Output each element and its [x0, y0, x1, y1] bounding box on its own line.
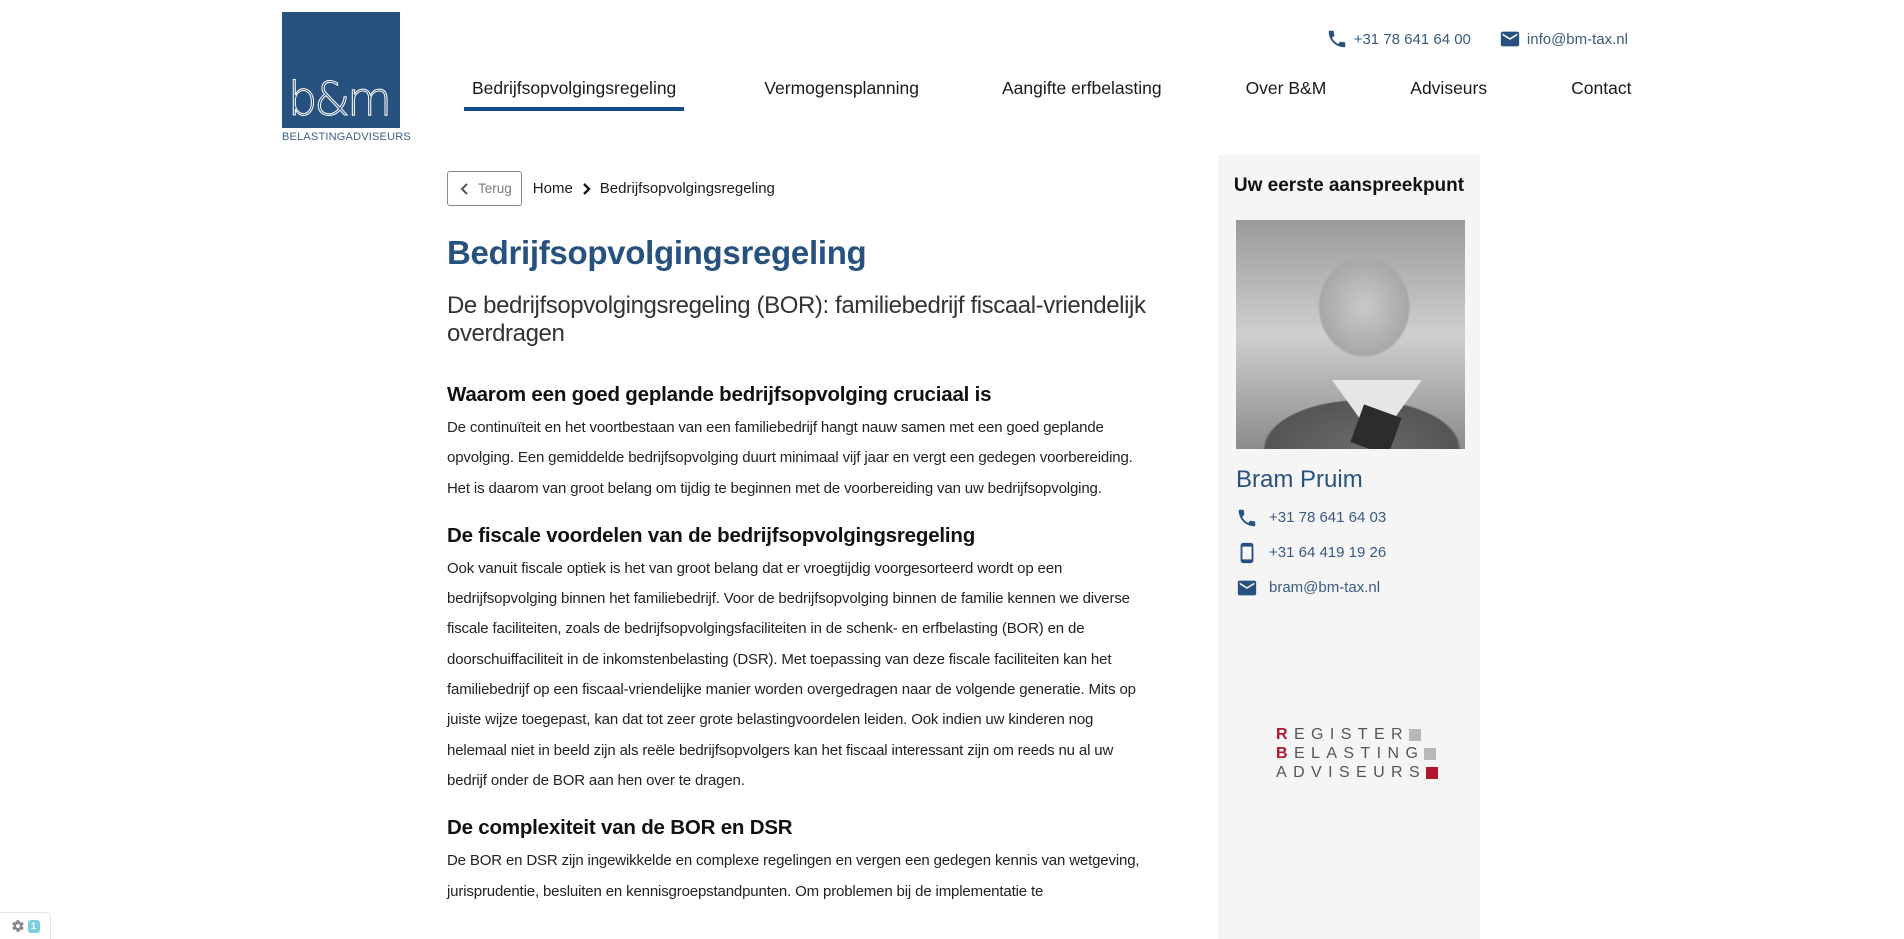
section-body: Ook vanuit fiscale optiek is het van groot belang dat er vroegtijdig voorgesorteerd wordt op een bedrijfsopvolging binnen het familiebedrijf. Voor de bedrijfsopvolging binnen de familie kennen we diverse fiscale faciliteiten, zoals de bedrijfsopvolgingsfaciliteiten in de schenk- en erfbelasting (BOR) en de doorschuiffaciliteit in de inkomstenbelasting (DSR). Met toepassing van deze fiscale faciliteiten kan het familiebedrijf op een fiscaal-vriendelijke manier worden overgedragen naar de volgende generatie. Mits op juiste wijze toegepast, kan dat tot zeer grote belastingvoordelen leiden. Ook indien uw kinderen nog helemaal niet in beeld zijn als reële bedrijfsopvolgers kan het fiscaal interessant zijn om reeds nu al uw bedrijf onder de BOR aan hen over te dragen. [447, 559, 1136, 789]
site-logo[interactable] [282, 12, 411, 144]
main-nav [464, 74, 1639, 111]
page-title: Bedrijfsopvolgingsregeling [447, 234, 867, 271]
advisor-photo [1236, 220, 1465, 449]
mail-icon [1236, 577, 1258, 599]
cookie-settings-button[interactable] [0, 912, 51, 939]
breadcrumb-current: Bedrijfsopvolgingsregeling [599, 180, 775, 197]
logo-mark [282, 12, 400, 128]
page-subtitle: De bedrijfsopvolgingsregeling (BOR): familiebedrijf fiscaal-vriendelijk overdragen [447, 292, 1146, 347]
nav-item-vermogensplanning[interactable]: Vermogensplanning [764, 78, 919, 98]
cookie-count-badge: 1 [28, 920, 40, 933]
phone-icon [1326, 28, 1348, 50]
breadcrumb [447, 171, 775, 206]
nav-item-bedrijfsopvolgingsregeling[interactable]: Bedrijfsopvolgingsregeling [464, 74, 684, 111]
nav-item-adviseurs[interactable]: Adviseurs [1410, 78, 1488, 98]
advisor-name: Bram Pruim [1236, 466, 1363, 493]
section-body: De BOR en DSR zijn ingewikkelde en complexe regelingen en vergen een gedegen kennis van wetgeving, jurisprudentie, besluiten en kennisgroepstandpunten. Om problemen bij de implementatie te [447, 852, 1140, 900]
top-email-link[interactable] [1499, 28, 1628, 50]
phone-icon [1236, 507, 1258, 529]
mail-icon [1499, 28, 1521, 50]
advisor-phone-link[interactable] [1236, 500, 1480, 535]
main-content [447, 234, 1147, 907]
section-heading: De fiscale voordelen van de bedrijfsopvolgingsregeling [447, 523, 976, 547]
top-email-text: info@bm-tax.nl [1526, 30, 1628, 48]
back-button-label: Terug [478, 181, 512, 196]
sidebar-title: Uw eerste aanspreekpunt [1233, 175, 1465, 196]
nav-item-aangifte-erfbelasting[interactable]: Aangifte erfbelasting [1002, 78, 1162, 98]
section-heading: De complexiteit van de BOR en DSR [447, 816, 793, 840]
chevron-right-icon [582, 183, 591, 195]
register-belastingadviseurs-logo: R EGISTER B ELASTING ADVISEURS [1276, 725, 1438, 782]
back-button[interactable] [447, 171, 522, 206]
contact-sidebar [1218, 155, 1480, 939]
chevron-left-icon [460, 183, 470, 195]
breadcrumb-home[interactable]: Home [532, 180, 573, 197]
gear-icon [11, 919, 25, 933]
advisor-email: bram@bm-tax.nl [1269, 579, 1381, 596]
logo-subtitle: BELASTINGADVISEURS [282, 131, 411, 143]
nav-item-over-bm[interactable]: Over B&M [1245, 78, 1327, 98]
section-heading: Waarom een goed geplande bedrijfsopvolging cruciaal is [447, 383, 992, 406]
top-contact-bar [1326, 28, 1628, 50]
advisor-phone: +31 78 641 64 03 [1269, 509, 1387, 526]
top-phone-link[interactable] [1326, 28, 1471, 50]
section-body: De continuïteit en het voortbestaan van een familiebedrijf hangt nauw samen met een goed geplande opvolging. Een gemiddelde bedrijfsopvolging duurt minimaal vijf jaar en vergt een gedegen voorbereiding. Het is daarom van groot belang om tijdig te beginnen met de voorbereiding van uw bedrijfsopvolging. [447, 419, 1133, 497]
top-phone-text: +31 78 641 64 00 [1353, 30, 1471, 48]
logo-mark-text: b&m [288, 72, 389, 126]
mobile-phone-icon [1236, 542, 1258, 564]
advisor-mobile: +31 64 419 19 26 [1269, 544, 1387, 561]
nav-item-contact[interactable]: Contact [1571, 78, 1632, 98]
advisor-mobile-link[interactable] [1236, 535, 1480, 570]
advisor-email-link[interactable] [1236, 570, 1480, 605]
